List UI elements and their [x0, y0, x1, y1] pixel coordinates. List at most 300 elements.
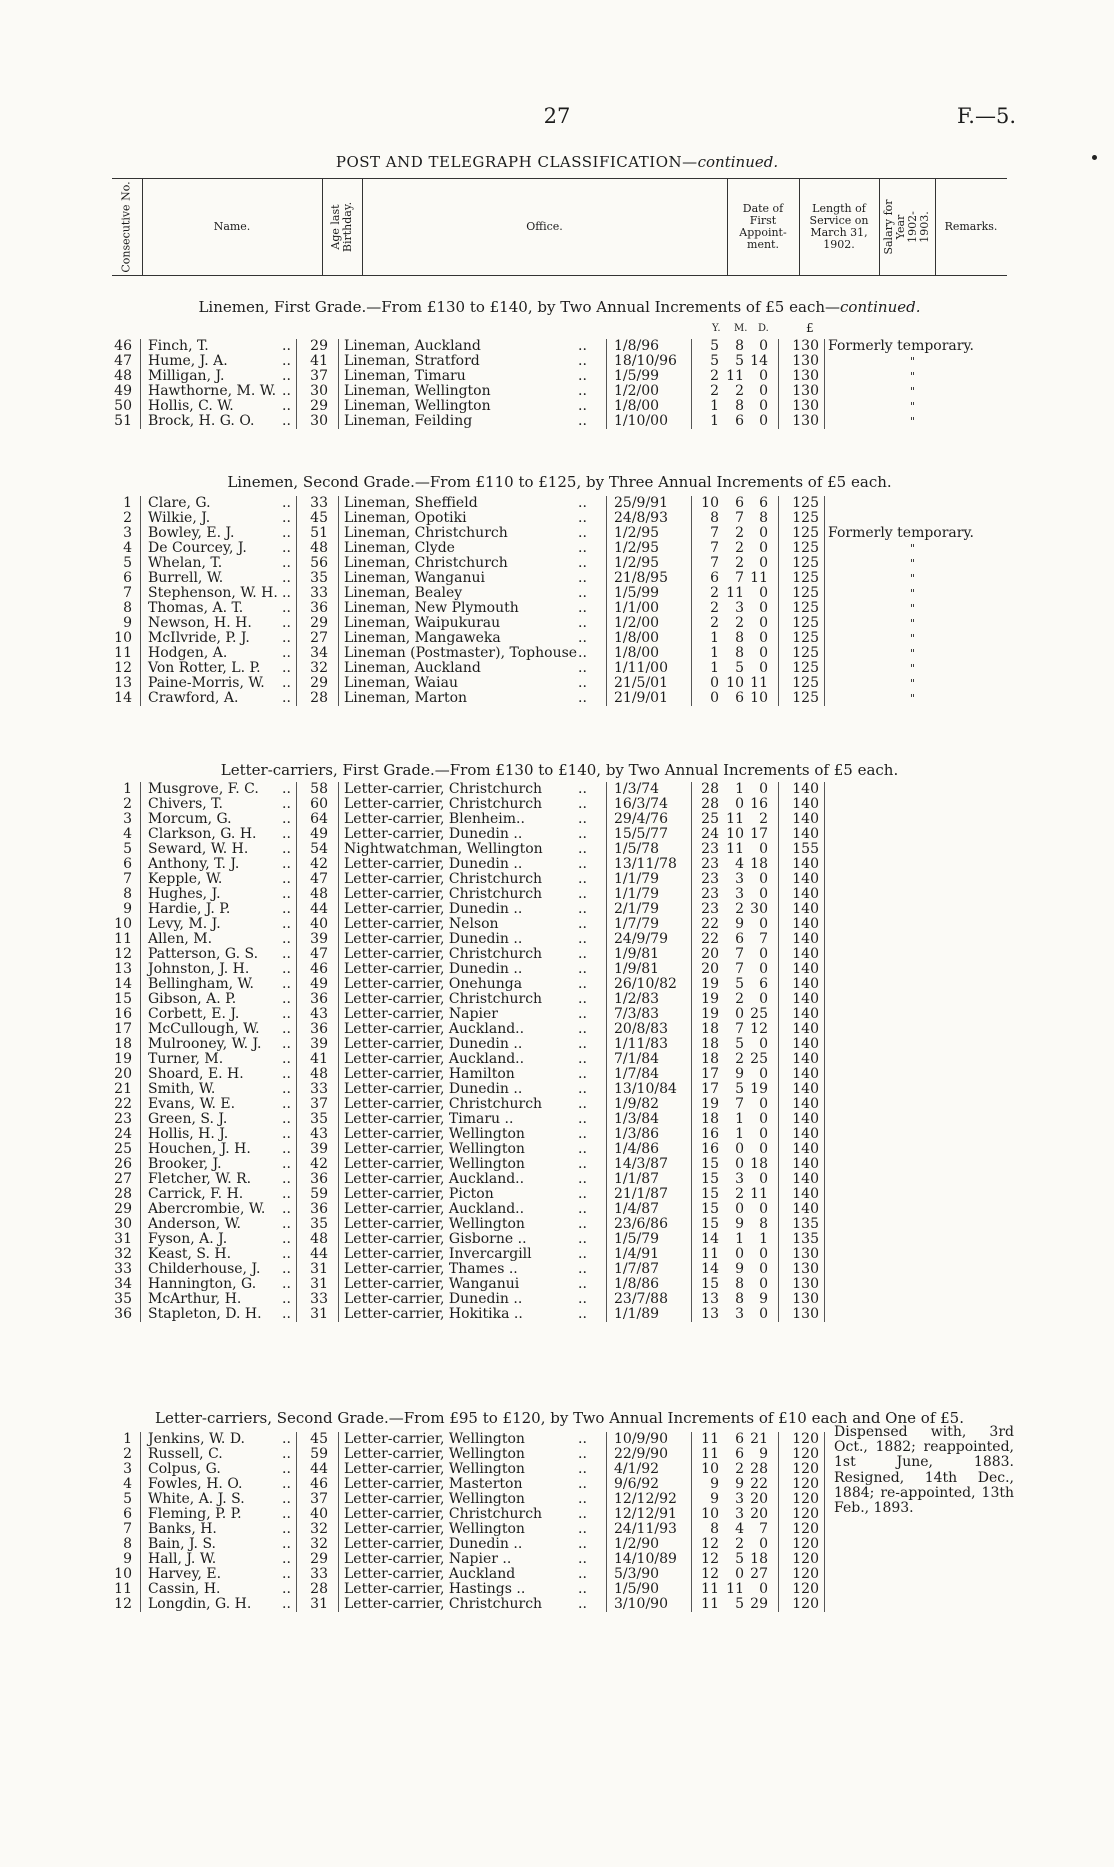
row-salary: 140 [792, 961, 819, 977]
row-age: 39 [310, 1141, 328, 1157]
row-number: 9 [123, 901, 132, 917]
row-office: Lineman, Stratford [344, 353, 480, 369]
table-row [0, 1202, 1114, 1217]
row-months: 0 [735, 1141, 744, 1157]
row-name: Hughes, J. [148, 886, 221, 902]
row-office: Letter-carrier, Blenheim.. [344, 811, 525, 827]
row-months: 2 [735, 1186, 744, 1202]
row-days: 0 [759, 961, 768, 977]
row-months: 7 [735, 961, 744, 977]
row-remark: " [910, 385, 916, 398]
row-months: 1 [735, 1111, 744, 1127]
row-salary: 130 [792, 383, 819, 399]
column-rule [691, 782, 692, 1322]
row-name: Abercrombie, W. [148, 1201, 266, 1217]
leader-dots: .. [578, 510, 587, 526]
row-age: 48 [310, 540, 328, 556]
row-days: 10 [750, 690, 768, 706]
row-salary: 130 [792, 1306, 819, 1322]
row-office: Letter-carrier, Hamilton [344, 1066, 515, 1082]
row-date: 1/4/91 [614, 1246, 660, 1262]
row-date: 15/5/77 [614, 826, 668, 842]
table-row [0, 1067, 1114, 1082]
row-years: 15 [701, 1276, 719, 1292]
row-number: 24 [114, 1126, 132, 1142]
leader-dots: .. [578, 585, 587, 601]
row-months: 2 [735, 540, 744, 556]
row-age: 32 [310, 660, 328, 676]
table-row [0, 601, 1114, 616]
row-number: 10 [114, 916, 132, 932]
table-row [0, 827, 1114, 842]
row-months: 5 [735, 353, 744, 369]
row-date: 1/10/00 [614, 413, 668, 429]
column-rule [140, 1432, 141, 1612]
table-row [0, 1292, 1114, 1307]
row-name: Thomas, A. T. [148, 600, 244, 616]
leader-dots: .. [578, 413, 587, 429]
row-office: Letter-carrier, Wanganui [344, 1276, 520, 1292]
table-row [0, 1262, 1114, 1277]
column-rule [296, 496, 297, 706]
header-salary: Salary for Year 1902-1903. [879, 179, 936, 275]
table-row [0, 1492, 1114, 1507]
row-years: 16 [701, 1141, 719, 1157]
row-name: Fleming, P. P. [148, 1506, 242, 1522]
leader-dots: .. [578, 1276, 587, 1292]
row-office: Letter-carrier, Dunedin .. [344, 1036, 523, 1052]
header-date: Date of First Appoint-ment. [727, 179, 800, 275]
row-number: 14 [114, 690, 132, 706]
row-years: 11 [701, 1246, 719, 1262]
leader-dots: .. [282, 368, 291, 384]
leader-dots: .. [578, 1521, 587, 1537]
row-date: 21/5/01 [614, 675, 668, 691]
row-name: Keast, S. H. [148, 1246, 232, 1262]
leader-dots: .. [282, 946, 291, 962]
row-name: McArthur, H. [148, 1291, 242, 1307]
row-date: 24/11/93 [614, 1521, 677, 1537]
row-number: 4 [123, 540, 132, 556]
row-name: Allen, M. [148, 931, 213, 947]
row-name: Crawford, A. [148, 690, 239, 706]
row-age: 49 [310, 976, 328, 992]
row-number: 31 [114, 1231, 132, 1247]
leader-dots: .. [282, 1216, 291, 1232]
row-years: 11 [701, 1431, 719, 1447]
row-days: 6 [759, 976, 768, 992]
row-office: Lineman, Wellington [344, 383, 491, 399]
row-date: 1/1/00 [614, 600, 660, 616]
leader-dots: .. [578, 1491, 587, 1507]
row-office: Letter-carrier, Christchurch [344, 1096, 543, 1112]
row-months: 8 [735, 645, 744, 661]
row-age: 39 [310, 931, 328, 947]
leader-dots: .. [282, 1506, 291, 1522]
row-name: Jenkins, W. D. [148, 1431, 245, 1447]
row-number: 27 [114, 1171, 132, 1187]
row-date: 2/1/79 [614, 901, 660, 917]
row-office: Lineman, Christchurch [344, 555, 508, 571]
row-date: 1/7/84 [614, 1066, 660, 1082]
row-age: 42 [310, 1156, 328, 1172]
row-months: 7 [735, 946, 744, 962]
row-months: 0 [735, 1201, 744, 1217]
row-salary: 120 [792, 1581, 819, 1597]
row-salary: 140 [792, 1051, 819, 1067]
row-days: 0 [759, 1581, 768, 1597]
row-remark: " [910, 355, 916, 368]
leader-dots: .. [282, 690, 291, 706]
row-salary: 130 [792, 368, 819, 384]
leader-dots: .. [282, 1231, 291, 1247]
leader-dots: .. [282, 630, 291, 646]
row-name: McCullough, W. [148, 1021, 260, 1037]
row-number: 11 [114, 931, 132, 947]
header-name: Name. [142, 179, 323, 275]
row-months: 2 [735, 991, 744, 1007]
leader-dots: .. [282, 1171, 291, 1187]
row-name: Seward, W. H. [148, 841, 249, 857]
row-age: 44 [310, 901, 328, 917]
leader-dots: .. [578, 495, 587, 511]
row-age: 48 [310, 1231, 328, 1247]
unit-years: Y. [712, 323, 721, 334]
row-office: Letter-carrier, Napier [344, 1006, 498, 1022]
leader-dots: .. [282, 901, 291, 917]
leader-dots: .. [282, 510, 291, 526]
row-age: 47 [310, 946, 328, 962]
row-months: 3 [735, 1506, 744, 1522]
row-date: 20/8/83 [614, 1021, 668, 1037]
leader-dots: .. [282, 916, 291, 932]
row-days: 0 [759, 383, 768, 399]
row-years: 13 [701, 1306, 719, 1322]
row-age: 49 [310, 826, 328, 842]
row-years: 15 [701, 1216, 719, 1232]
table-row [0, 496, 1114, 511]
row-remark: " [910, 400, 916, 413]
table-row [0, 1462, 1114, 1477]
leader-dots: .. [578, 1186, 587, 1202]
row-age: 45 [310, 1431, 328, 1447]
leader-dots: .. [282, 1201, 291, 1217]
row-office: Letter-carrier, Christchurch [344, 781, 543, 797]
row-age: 35 [310, 1216, 328, 1232]
row-name: Brock, H. G. O. [148, 413, 255, 429]
row-remark: " [910, 370, 916, 383]
row-name: Cassin, H. [148, 1581, 221, 1597]
leader-dots: .. [282, 1126, 291, 1142]
leader-dots: .. [282, 1551, 291, 1567]
row-days: 29 [750, 1596, 768, 1612]
row-salary: 125 [792, 675, 819, 691]
row-date: 1/9/81 [614, 946, 660, 962]
leader-dots: .. [282, 600, 291, 616]
leader-dots: .. [578, 1036, 587, 1052]
row-days: 20 [750, 1506, 768, 1522]
row-number: 4 [123, 826, 132, 842]
row-salary: 120 [792, 1596, 819, 1612]
row-remark: " [910, 692, 916, 705]
leader-dots: .. [282, 1006, 291, 1022]
row-days: 0 [759, 338, 768, 354]
row-days: 0 [759, 540, 768, 556]
row-days: 0 [759, 781, 768, 797]
row-years: 24 [701, 826, 719, 842]
row-months: 9 [735, 1261, 744, 1277]
row-years: 11 [701, 1581, 719, 1597]
table-row [0, 917, 1114, 932]
row-salary: 120 [792, 1431, 819, 1447]
row-years: 28 [701, 781, 719, 797]
leader-dots: .. [578, 555, 587, 571]
row-name: Bowley, E. J. [148, 525, 235, 541]
row-days: 0 [759, 630, 768, 646]
row-months: 6 [735, 931, 744, 947]
row-days: 8 [759, 510, 768, 526]
row-salary: 120 [792, 1566, 819, 1582]
row-age: 31 [310, 1596, 328, 1612]
row-days: 8 [759, 1216, 768, 1232]
leader-dots: .. [578, 1536, 587, 1552]
row-office: Lineman, Bealey [344, 585, 463, 601]
row-number: 8 [123, 600, 132, 616]
leader-dots: .. [282, 1581, 291, 1597]
row-number: 5 [123, 1491, 132, 1507]
row-days: 0 [759, 946, 768, 962]
row-age: 64 [310, 811, 328, 827]
row-number: 12 [114, 946, 132, 962]
row-name: Houchen, J. H. [148, 1141, 251, 1157]
row-number: 6 [123, 1506, 132, 1522]
row-remark: Formerly temporary. [828, 525, 974, 541]
row-remark: " [910, 415, 916, 428]
leader-dots: .. [578, 368, 587, 384]
header-age: Age last Birthday. [322, 179, 363, 275]
row-number: 26 [114, 1156, 132, 1172]
table-row [0, 511, 1114, 526]
leader-dots: .. [578, 630, 587, 646]
row-number: 34 [114, 1276, 132, 1292]
row-years: 12 [701, 1536, 719, 1552]
row-date: 7/3/83 [614, 1006, 660, 1022]
row-days: 25 [750, 1051, 768, 1067]
row-date: 1/9/82 [614, 1096, 660, 1112]
leader-dots: .. [282, 1156, 291, 1172]
row-months: 9 [735, 916, 744, 932]
table-row [0, 526, 1114, 541]
leader-dots: .. [282, 615, 291, 631]
table-row [0, 1097, 1114, 1112]
leader-dots: .. [578, 570, 587, 586]
row-name: Evans, W. E. [148, 1096, 236, 1112]
row-date: 1/8/00 [614, 398, 660, 414]
row-name: Chivers, T. [148, 796, 223, 812]
row-name: Hollis, H. J. [148, 1126, 229, 1142]
row-salary: 140 [792, 1066, 819, 1082]
row-salary: 140 [792, 976, 819, 992]
row-months: 3 [735, 886, 744, 902]
row-office: Letter-carrier, Wellington [344, 1141, 525, 1157]
row-date: 1/11/83 [614, 1036, 668, 1052]
row-years: 23 [701, 856, 719, 872]
row-number: 12 [114, 660, 132, 676]
row-number: 4 [123, 1476, 132, 1492]
leader-dots: .. [578, 1566, 587, 1582]
row-salary: 140 [792, 901, 819, 917]
leader-dots: .. [282, 781, 291, 797]
row-days: 0 [759, 1171, 768, 1187]
row-office: Letter-carrier, Dunedin .. [344, 1081, 523, 1097]
column-rule [824, 496, 825, 706]
table-row [0, 842, 1114, 857]
row-salary: 120 [792, 1491, 819, 1507]
row-age: 58 [310, 781, 328, 797]
row-months: 10 [726, 675, 744, 691]
table-row [0, 797, 1114, 812]
table-row [0, 1217, 1114, 1232]
row-age: 43 [310, 1126, 328, 1142]
column-rule [296, 1432, 297, 1612]
leader-dots: .. [282, 1066, 291, 1082]
unit-pound: £ [806, 321, 814, 335]
row-days: 18 [750, 1156, 768, 1172]
leader-dots: .. [578, 1096, 587, 1112]
row-years: 7 [710, 540, 719, 556]
row-name: Green, S. J. [148, 1111, 228, 1127]
section-heading-linemen-second: Linemen, Second Grade.—From £110 to £125, by Three Annual Increments of £5 each. [227, 473, 892, 491]
row-days: 0 [759, 1126, 768, 1142]
row-age: 43 [310, 1006, 328, 1022]
row-date: 13/11/78 [614, 856, 677, 872]
remark-note: Dispensed with, 3rd Oct., 1882; reappointed, 1st June, 1883. Resigned, 14th Dec., 1884; re-appointed, 13th Feb., 1893. [834, 1424, 1014, 1517]
table-row [0, 339, 1114, 354]
leader-dots: .. [578, 796, 587, 812]
leader-dots: .. [578, 1081, 587, 1097]
row-date: 1/5/99 [614, 585, 660, 601]
row-salary: 125 [792, 600, 819, 616]
row-salary: 125 [792, 585, 819, 601]
row-number: 1 [123, 1431, 132, 1447]
column-rule [778, 1432, 779, 1612]
table-row [0, 782, 1114, 797]
leader-dots: .. [578, 976, 587, 992]
row-months: 3 [735, 1171, 744, 1187]
row-age: 27 [310, 630, 328, 646]
row-days: 0 [759, 1201, 768, 1217]
row-number: 15 [114, 991, 132, 1007]
leader-dots: .. [282, 826, 291, 842]
table-row [0, 1307, 1114, 1322]
row-office: Lineman (Postmaster), Tophouse [344, 645, 578, 661]
row-date: 12/12/92 [614, 1491, 677, 1507]
leader-dots: .. [578, 338, 587, 354]
section-rows-lettercarriers-first [0, 782, 1114, 1322]
row-name: Hawthorne, M. W. [148, 383, 277, 399]
leader-dots: .. [282, 856, 291, 872]
row-months: 8 [735, 338, 744, 354]
leader-dots: .. [578, 1246, 587, 1262]
row-date: 1/4/87 [614, 1201, 660, 1217]
row-salary: 120 [792, 1476, 819, 1492]
page-number: 27 [543, 104, 571, 128]
row-number: 33 [114, 1261, 132, 1277]
row-name: Fletcher, W. R. [148, 1171, 252, 1187]
leader-dots: .. [578, 1231, 587, 1247]
row-age: 31 [310, 1306, 328, 1322]
table-row [0, 1537, 1114, 1552]
row-age: 40 [310, 1506, 328, 1522]
row-salary: 120 [792, 1446, 819, 1462]
column-rule [296, 339, 297, 429]
row-days: 0 [759, 991, 768, 1007]
row-salary: 135 [792, 1216, 819, 1232]
column-rule [338, 782, 339, 1322]
table-header [112, 178, 1007, 276]
row-years: 22 [701, 931, 719, 947]
leader-dots: .. [282, 1596, 291, 1612]
row-office: Letter-carrier, Auckland [344, 1566, 516, 1582]
table-row [0, 1022, 1114, 1037]
header-consecutive-no: Consecutive No. [112, 179, 143, 275]
header-remarks: Remarks. [944, 220, 998, 233]
row-name: Wilkie, J. [148, 510, 211, 526]
row-months: 6 [735, 495, 744, 511]
row-number: 11 [114, 645, 132, 661]
leader-dots: .. [578, 871, 587, 887]
table-row [0, 1187, 1114, 1202]
row-office: Letter-carrier, Dunedin .. [344, 1536, 523, 1552]
row-age: 46 [310, 961, 328, 977]
leader-dots: .. [282, 413, 291, 429]
row-years: 2 [710, 368, 719, 384]
row-salary: 125 [792, 660, 819, 676]
row-age: 35 [310, 570, 328, 586]
row-months: 2 [735, 1051, 744, 1067]
row-age: 59 [310, 1446, 328, 1462]
table-row [0, 1567, 1114, 1582]
leader-dots: .. [578, 525, 587, 541]
leader-dots: .. [578, 826, 587, 842]
row-age: 60 [310, 796, 328, 812]
row-office: Letter-carrier, Christchurch [344, 886, 543, 902]
table-row [0, 556, 1114, 571]
row-months: 7 [735, 1096, 744, 1112]
row-years: 18 [701, 1036, 719, 1052]
column-rule [606, 782, 607, 1322]
row-office: Letter-carrier, Wellington [344, 1461, 525, 1477]
leader-dots: .. [282, 961, 291, 977]
row-age: 31 [310, 1261, 328, 1277]
row-date: 12/12/91 [614, 1506, 677, 1522]
row-name: Patterson, G. S. [148, 946, 259, 962]
row-number: 51 [114, 413, 132, 429]
row-name: Corbett, E. J. [148, 1006, 240, 1022]
row-months: 2 [735, 555, 744, 571]
row-months: 6 [735, 1446, 744, 1462]
leader-dots: .. [282, 1461, 291, 1477]
column-rule [691, 496, 692, 706]
row-years: 5 [710, 353, 719, 369]
row-age: 28 [310, 690, 328, 706]
column-rule [606, 496, 607, 706]
row-salary: 140 [792, 781, 819, 797]
row-name: Banks, H. [148, 1521, 217, 1537]
leader-dots: .. [282, 1431, 291, 1447]
row-years: 1 [710, 398, 719, 414]
row-name: Clare, G. [148, 495, 211, 511]
